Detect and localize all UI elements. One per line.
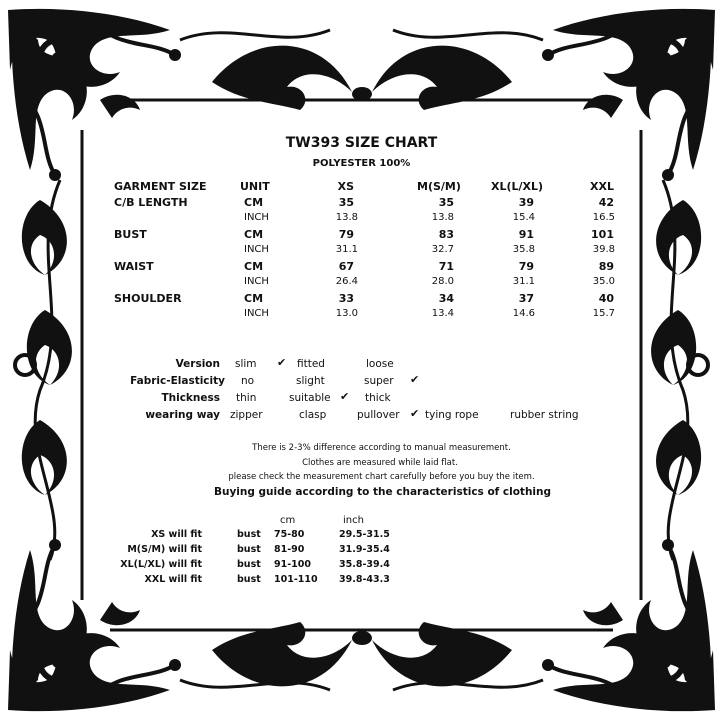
header-garment-size: GARMENT SIZE: [114, 180, 207, 193]
unit-inch: INCH: [244, 244, 269, 255]
table-cell: 89: [598, 260, 614, 273]
guide-row-cm: 91-100: [274, 559, 311, 570]
table-cell: 31.1: [335, 244, 358, 255]
table-cell: 13.4: [431, 308, 454, 319]
note-difference: There is 2-3% difference according to manual measurement.: [252, 443, 511, 453]
row-label: BUST: [114, 228, 147, 241]
check-icon: ✔: [410, 373, 420, 386]
guide-row-inch: 39.8-43.3: [339, 574, 390, 585]
table-cell: 15.7: [592, 308, 615, 319]
table-cell: 39: [518, 196, 534, 209]
option-suitable: suitable: [289, 392, 331, 404]
header-unit: UNIT: [240, 180, 270, 193]
chart-title: TW393 SIZE CHART: [285, 135, 438, 151]
note-check-chart: please check the measurement chart carefully before you buy the item.: [228, 472, 535, 482]
table-cell: 42: [598, 196, 614, 209]
option-slim: slim: [235, 358, 257, 370]
guide-row-inch: 35.8-39.4: [339, 559, 390, 570]
note-laid-flat: Clothes are measured while laid flat.: [302, 458, 458, 468]
guide-row-part: bust: [237, 574, 261, 585]
guide-header-cm: cm: [280, 515, 296, 526]
option-no: no: [241, 375, 255, 387]
table-cell: 35: [338, 196, 354, 209]
characteristic-label-wearing-way: wearing way: [145, 409, 220, 421]
table-cell: 34: [438, 292, 454, 305]
table-cell: 13.0: [335, 308, 358, 319]
guide-row-label: M(S/M) will fit: [127, 544, 202, 555]
table-cell: 35.0: [592, 276, 615, 287]
guide-row-label: XS will fit: [151, 529, 202, 540]
header-xl: XL(L/XL): [491, 180, 544, 193]
guide-row-part: bust: [237, 529, 261, 540]
unit-cm: CM: [244, 292, 264, 305]
guide-row-label: XL(L/XL) will fit: [120, 559, 202, 570]
header-xxl: XXL: [590, 180, 614, 193]
table-cell: 91: [518, 228, 534, 241]
table-cell: 31.1: [512, 276, 535, 287]
option-thick: thick: [365, 392, 391, 404]
table-cell: 101: [591, 228, 614, 241]
guide-title: Buying guide according to the characteristics of clothing: [213, 486, 552, 498]
guide-row-label: XXL will fit: [144, 574, 202, 585]
characteristic-label-thickness: Thickness: [161, 392, 220, 404]
option-clasp: clasp: [299, 409, 327, 421]
guide-row-cm: 75-80: [274, 529, 305, 540]
table-cell: 35: [438, 196, 454, 209]
option-tying-rope: tying rope: [425, 409, 479, 421]
table-cell: 79: [338, 228, 354, 241]
table-cell: 83: [438, 228, 454, 241]
option-slight: slight: [296, 375, 325, 387]
table-cell: 13.8: [431, 212, 454, 223]
unit-cm: CM: [244, 228, 264, 241]
table-cell: 39.8: [592, 244, 615, 255]
table-cell: 40: [598, 292, 614, 305]
characteristic-label-fabric-elasticity: Fabric-Elasticity: [130, 375, 225, 387]
unit-cm: CM: [244, 260, 264, 273]
table-cell: 26.4: [335, 276, 358, 287]
guide-row-cm: 101-110: [274, 574, 318, 585]
option-zipper: zipper: [230, 409, 263, 421]
table-cell: 13.8: [335, 212, 358, 223]
unit-cm: CM: [244, 196, 264, 209]
unit-inch: INCH: [244, 212, 269, 223]
characteristic-label-version: Version: [175, 358, 220, 370]
check-icon: ✔: [277, 356, 287, 369]
table-cell: 37: [518, 292, 534, 305]
guide-row-inch: 31.9-35.4: [339, 544, 390, 555]
option-pullover: pullover: [357, 409, 400, 421]
row-label: C/B LENGTH: [114, 196, 188, 209]
unit-inch: INCH: [244, 308, 269, 319]
chart-subtitle: POLYESTER 100%: [312, 158, 411, 169]
option-loose: loose: [366, 358, 394, 370]
table-cell: 71: [438, 260, 454, 273]
table-cell: 28.0: [431, 276, 454, 287]
guide-row-cm: 81-90: [274, 544, 305, 555]
table-cell: 79: [518, 260, 534, 273]
option-thin: thin: [236, 392, 257, 404]
table-cell: 33: [338, 292, 354, 305]
option-rubber-string: rubber string: [510, 409, 579, 421]
guide-row-inch: 29.5-31.5: [339, 529, 390, 540]
check-icon: ✔: [410, 407, 420, 420]
guide-header-inch: inch: [343, 515, 364, 526]
header-m: M(S/M): [417, 180, 461, 193]
table-cell: 67: [338, 260, 354, 273]
table-cell: 16.5: [592, 212, 615, 223]
table-cell: 35.8: [512, 244, 535, 255]
check-icon: ✔: [340, 390, 350, 403]
guide-row-part: bust: [237, 544, 261, 555]
unit-inch: INCH: [244, 276, 269, 287]
option-super: super: [364, 375, 394, 387]
table-cell: 14.6: [512, 308, 535, 319]
row-label: SHOULDER: [114, 292, 182, 305]
table-cell: 32.7: [431, 244, 454, 255]
option-fitted: fitted: [297, 358, 325, 370]
row-label: WAIST: [114, 260, 154, 273]
guide-row-part: bust: [237, 559, 261, 570]
header-xs: XS: [337, 180, 354, 193]
table-cell: 15.4: [512, 212, 535, 223]
